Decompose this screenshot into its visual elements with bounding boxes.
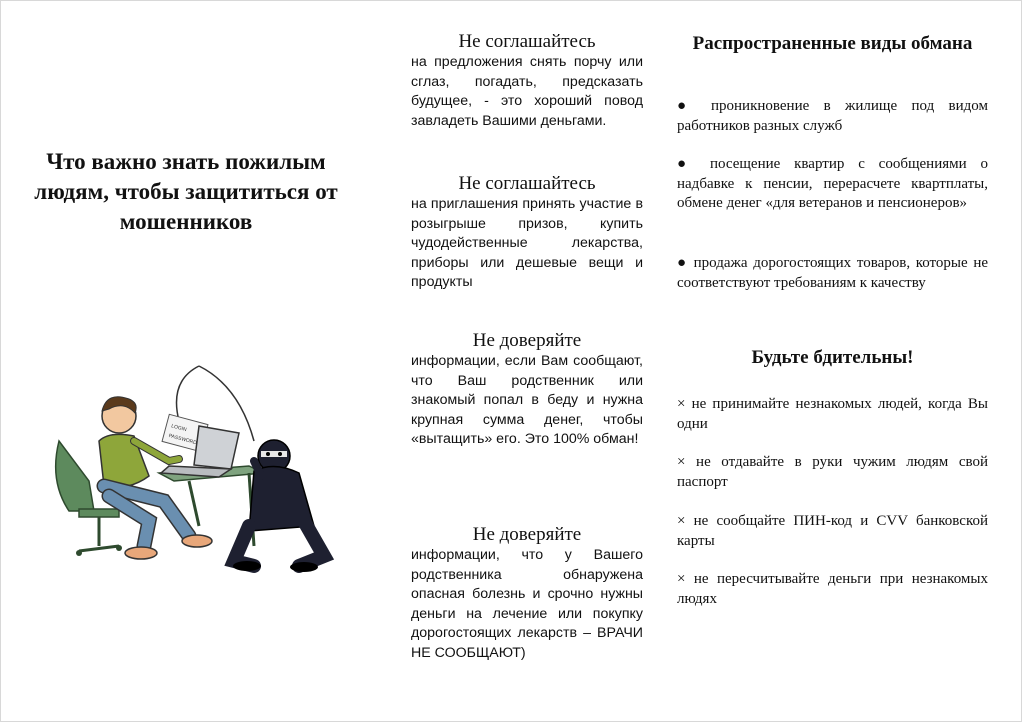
fraud-item: ● проникновение в жилище под видом работников разных служб	[677, 98, 988, 134]
block-text: на приглашения принять участие в розыгрыше призов, купить чудодейственные лекарства, приборы или дешевые вещи и продукты	[411, 196, 643, 291]
block-heading: Не доверяйте	[472, 330, 582, 351]
phishing-illustration	[49, 361, 349, 576]
thief	[233, 440, 324, 572]
block-heading: Не доверяйте	[472, 524, 582, 545]
svg-text:PASSWORD: PASSWORD	[167, 432, 198, 447]
warning-block-relative-trouble	[411, 330, 643, 450]
block-text: на предложения снять порчу или сглаз, погадать, предсказать будущее, - это хороший повод завладеть Вашими деньгами.	[411, 54, 643, 129]
vigilance-title: Будьте бдительны!	[751, 347, 914, 368]
vigilance-item: × не отдавайте в руки чужим людям свой паспорт	[677, 454, 988, 490]
fraud-item: ● посещение квартир с сообщениями о надбавке к пенсии, перерасчете квартплаты, обмене денег «для ветеранов и пенсионеров»	[677, 156, 988, 212]
block-heading: Не соглашайтесь	[458, 173, 596, 194]
vigilance-item: × не принимайте незнакомых людей, когда Вы одни	[677, 396, 988, 432]
vigilance-item: × не пересчитывайте деньги при незнакомых людях	[677, 571, 988, 607]
warning-block-fortune	[411, 31, 643, 131]
fraud-types-title: Распространенные виды обмана	[692, 33, 973, 54]
warning-block-prizes	[411, 173, 643, 293]
fraud-item: ● продажа дорогостоящих товаров, которые не соответствуют требованиям к качеству	[677, 255, 988, 291]
brochure-title: Что важно знать пожилым людям, чтобы защититься от мошенников	[34, 149, 338, 234]
left-column	[21, 1, 351, 722]
svg-text:LOGIN: LOGIN	[170, 423, 188, 434]
block-text: информации, что у Вашего родственника обнаружена опасная болезнь и срочно нужны деньги на лечение или покупку дорогостоящих лекарств – ВРАЧИ НЕ СООБЩАЮТ)	[411, 547, 643, 661]
block-text: информации, если Вам сообщают, что Ваш родственник или знакомый попал в беду и нужна крупная сумма денег, чтобы «вытащить» его. Это 100% обман!	[411, 353, 643, 448]
vigilance-item: × не сообщайте ПИН-код и CVV банковской карты	[677, 513, 988, 549]
block-heading: Не соглашайтесь	[458, 31, 596, 52]
warning-block-relative-illness	[411, 524, 643, 664]
